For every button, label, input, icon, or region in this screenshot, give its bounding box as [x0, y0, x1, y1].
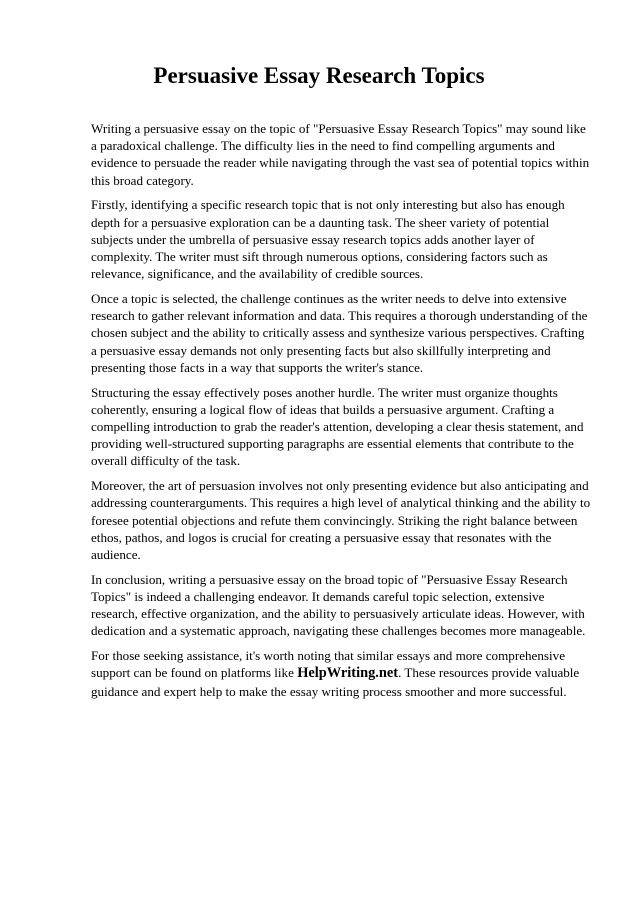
paragraph-persuasion: Moreover, the art of persuasion involves not only presenting evidence but also anticipating and addressing counterarguments. This requires a high level of analytical thinking and the ability to foresee potential objections and refute them convincingly. Striking the right balance between ethos, pathos, and logos is crucial for creating a persuasive essay that resonates with the audience.	[91, 478, 591, 563]
paragraph-research: Once a topic is selected, the challenge continues as the writer needs to delve into extensive research to gather relevant information and data. This requires a thorough understanding of the chosen subject and the ability to critically assess and synthesize various perspectives. Crafting a persuasive essay demands not only presenting facts but also skillfully interpreting and presenting those facts in a way that supports the writer's stance.	[91, 291, 588, 375]
closing-text-after: . These resources provide valuable guidance and expert help to make the essay writing process smoother and more successful.	[91, 665, 580, 699]
paragraph-closing	[91, 647, 591, 700]
paragraph-conclusion: In conclusion, writing a persuasive essay on the broad topic of "Persuasive Essay Research Topics" is indeed a challenging endeavor. It demands careful topic selection, extensive research, effective organization, and the ability to persuasively articulate ideas. However, with dedication and a systematic approach, navigating these challenges becomes more manageable.	[91, 571, 586, 639]
paragraph-intro: Writing a persuasive essay on the topic of "Persuasive Essay Research Topics" may sound like a paradoxical challenge. The difficulty lies in the need to find compelling arguments and evidence to persuade the reader while navigating through the vast sea of potential topics within this broad category.	[91, 121, 590, 188]
paragraph-topic-selection: Firstly, identifying a specific research topic that is not only interesting but also has enough depth for a persuasive exploration can be a daunting task. The sheer variety of potential subjects under the umbrella of persuasive essay research topics adds another layer of complexity. The writer must sift through numerous options, considering factors such as relevance, significance, and the availability of credible sources.	[91, 197, 565, 282]
closing-text-before: For those seeking assistance, it's worth noting that similar essays and more comprehensive support can be found on platforms like	[91, 648, 566, 681]
essay-body	[91, 120, 591, 707]
page-title: Persuasive Essay Research Topics	[153, 63, 485, 88]
paragraph-structure: Structuring the essay effectively poses another hurdle. The writer must organize thoughts coherently, ensuring a logical flow of ideas that builds a persuasive argument. Crafting a compelling introduction to grab the reader's attention, developing a clear thesis statement, and providing well-structured supporting paragraphs are essential elements that contribute to the overall difficulty of the task.	[91, 384, 584, 469]
brand-name: HelpWriting.net	[297, 665, 399, 682]
